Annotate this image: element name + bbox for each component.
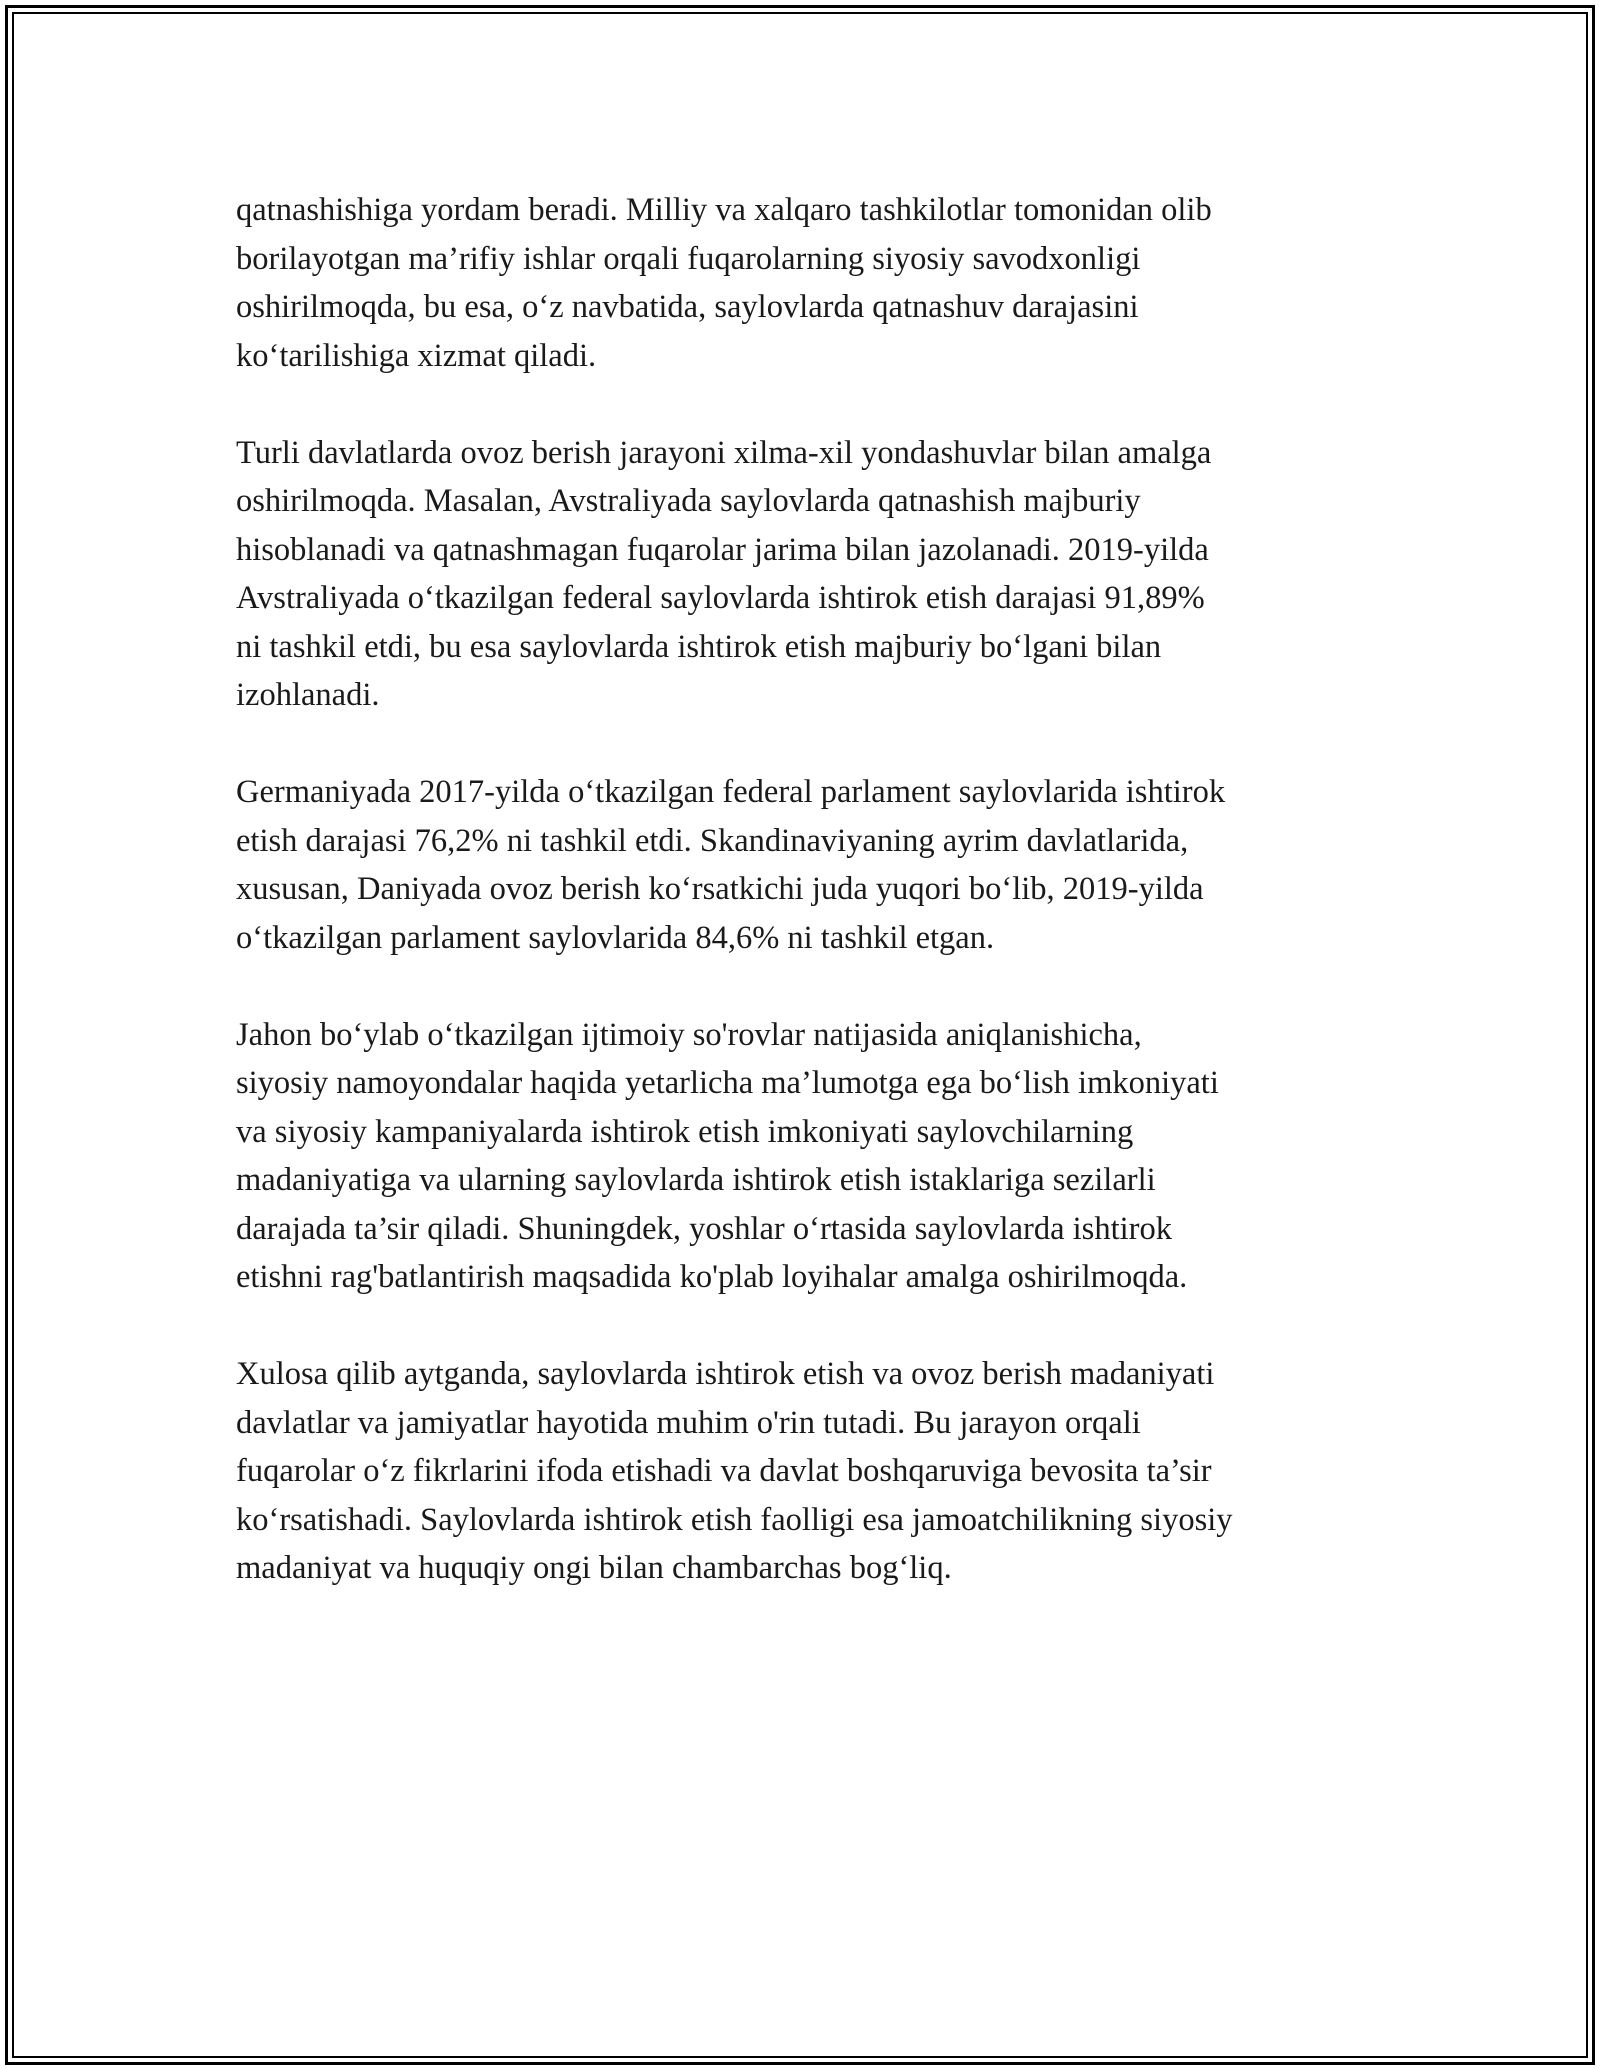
paragraph: Jahon boʻylab oʻtkazilgan ijtimoiy so'rovlar natijasida aniqlanishicha, siyosiy namoyondalar haqida yetarlicha ma’lumotga ega boʻlish imkoniyati va siyosiy kampaniyalarda ishtirok etish imkoniyati saylovchilarning madaniyatiga va ularning saylovlarda ishtirok etish istaklariga sezilarli darajada ta’sir qiladi. Shuningdek, yoshlar oʻrtasida saylovlarda ishtirok etishni rag'batlantirish maqsadida ko'plab loyihalar amalga oshirilmoqda. — [236, 1016, 1219, 1295]
paragraph: Xulosa qilib aytganda, saylovlarda ishtirok etish va ovoz berish madaniyati davlatlar va jamiyatlar hayotida muhim o'rin tutadi. Bu jarayon orqali fuqarolar oʻz fikrlarini ifoda etishadi va davlat boshqaruviga bevosita ta’sir koʻrsatishadi. Saylovlarda ishtirok etish faolligi esa jamoatchilikning siyosiy madaniyat va huquqiy ongi bilan chambarchas bogʻliq. — [236, 1356, 1233, 1586]
paragraph: Germaniyada 2017-yilda oʻtkazilgan federal parlament saylovlarida ishtirok etish darajasi 76,2% ni tashkil etdi. Skandinaviyaning ayrim davlatlarida, xususan, Daniyada ovoz berish koʻrsatkichi juda yuqori boʻlib, 2019-yilda oʻtkazilgan parlament saylovlarida 84,6% ni tashkil etgan. — [236, 774, 1226, 956]
document-body — [236, 186, 1396, 1641]
paragraph: qatnashishiga yordam beradi. Milliy va xalqaro tashkilotlar tomonidan olib borilayotgan ma’rifiy ishlar orqali fuqarolarning siyosiy savodxonligi oshirilmoqda, bu esa, oʻz navbatida, saylovlarda qatnashuv darajasini koʻtarilishiga xizmat qiladi. — [236, 192, 1212, 374]
paragraph: Turli davlatlarda ovoz berish jarayoni xilma-xil yondashuvlar bilan amalga oshirilmoqda. Masalan, Avstraliyada saylovlarda qatnashish majburiy hisoblanadi va qatnashmagan fuqarolar jarima bilan jazolanadi. 2019-yilda Avstraliyada oʻtkazilgan federal saylovlarda ishtirok etish darajasi 91,89% ni tashkil etdi, bu esa saylovlarda ishtirok etish majburiy boʻlgani bilan izohlanadi. — [236, 434, 1212, 713]
